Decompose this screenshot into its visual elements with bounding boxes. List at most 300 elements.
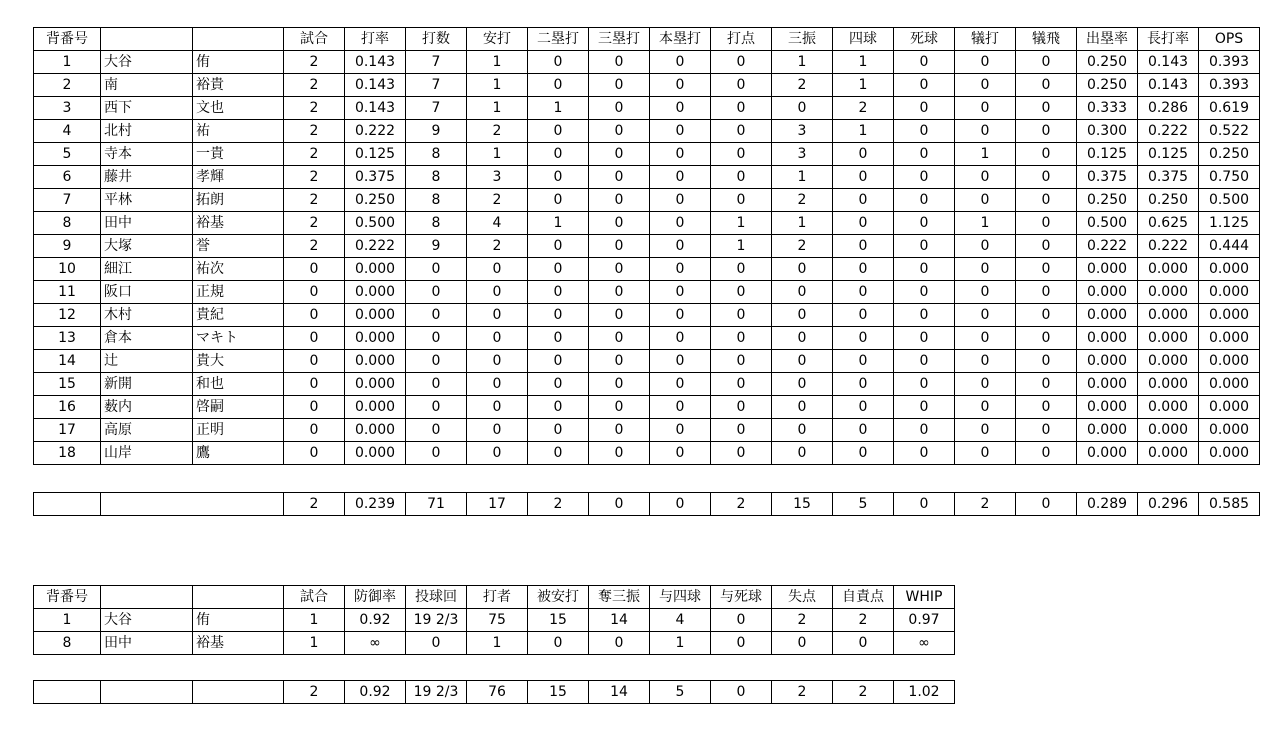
stat-cell: 0 <box>467 281 528 304</box>
table-row <box>34 281 1260 304</box>
stat-cell: 0.000 <box>1138 419 1199 442</box>
table-row <box>34 189 1260 212</box>
uniform-number-cell: 6 <box>34 166 101 189</box>
stat-cell: 0 <box>589 235 650 258</box>
stat-cell: 0 <box>284 350 345 373</box>
given-name-cell: 誉 <box>193 235 284 258</box>
uniform-number-cell: 10 <box>34 258 101 281</box>
surname-cell: 田中 <box>101 212 193 235</box>
stat-cell: 0 <box>833 396 894 419</box>
pitching-body <box>34 609 955 655</box>
total-cell <box>193 681 284 704</box>
stat-cell: 0.143 <box>1138 51 1199 74</box>
stat-cell: 2 <box>284 189 345 212</box>
stat-cell: 0 <box>528 235 589 258</box>
stat-cell: 0 <box>833 304 894 327</box>
stat-cell: 1 <box>833 51 894 74</box>
stat-cell: 0 <box>1016 189 1077 212</box>
stat-cell: 0 <box>894 74 955 97</box>
stat-cell: 0 <box>772 373 833 396</box>
stat-cell: 0 <box>833 189 894 212</box>
stat-cell: 0 <box>955 97 1016 120</box>
stat-cell: 2 <box>772 189 833 212</box>
stat-cell: 0 <box>528 419 589 442</box>
stat-cell: 0.000 <box>1199 373 1260 396</box>
stat-cell: 0 <box>406 632 467 655</box>
stat-cell: 0 <box>528 350 589 373</box>
stat-cell: 0.000 <box>1077 373 1138 396</box>
stat-cell: 8 <box>406 189 467 212</box>
stat-cell: 0 <box>528 304 589 327</box>
stat-cell: 0.222 <box>1138 235 1199 258</box>
total-cell: 0 <box>711 681 772 704</box>
stat-cell: 0 <box>650 373 711 396</box>
stat-cell: 0 <box>955 396 1016 419</box>
stat-cell: 1 <box>650 632 711 655</box>
stat-cell: 0 <box>650 143 711 166</box>
stat-cell: 0 <box>650 304 711 327</box>
stat-cell: 1 <box>467 632 528 655</box>
stat-cell: 0.000 <box>1199 258 1260 281</box>
stat-cell: 0 <box>589 143 650 166</box>
stat-cell: 0 <box>650 396 711 419</box>
stat-cell: 1 <box>711 235 772 258</box>
surname-cell: 倉本 <box>101 327 193 350</box>
stat-cell: 0 <box>467 327 528 350</box>
uniform-number-cell: 5 <box>34 143 101 166</box>
stat-cell: 0 <box>772 304 833 327</box>
total-cell: 0 <box>1016 493 1077 516</box>
stat-cell: 0 <box>711 166 772 189</box>
stat-cell: 0 <box>894 189 955 212</box>
stat-cell: 0 <box>589 120 650 143</box>
stat-cell: 0 <box>406 327 467 350</box>
total-cell: 0.92 <box>345 681 406 704</box>
stat-cell: 0.222 <box>345 235 406 258</box>
stat-cell: 0.250 <box>345 189 406 212</box>
stat-cell: 0 <box>711 120 772 143</box>
stat-cell: 0 <box>528 143 589 166</box>
stat-cell: 2 <box>467 120 528 143</box>
stat-cell: 0.000 <box>1138 350 1199 373</box>
uniform-number-cell: 8 <box>34 212 101 235</box>
stat-cell: 0 <box>955 442 1016 465</box>
stat-cell: 0 <box>955 235 1016 258</box>
stat-cell: 1 <box>467 143 528 166</box>
stat-cell: 0 <box>894 350 955 373</box>
stat-cell: 0 <box>528 373 589 396</box>
header-cell: 打率 <box>345 28 406 51</box>
header-cell: 犠飛 <box>1016 28 1077 51</box>
stat-cell: 0 <box>711 632 772 655</box>
stat-cell: 1 <box>284 609 345 632</box>
stat-cell: 0 <box>1016 74 1077 97</box>
stat-cell: 0.000 <box>1138 442 1199 465</box>
stat-cell: 0 <box>833 419 894 442</box>
stat-cell: 0.000 <box>1199 281 1260 304</box>
total-cell: 0.585 <box>1199 493 1260 516</box>
stat-cell: 0 <box>955 166 1016 189</box>
stat-cell: 1 <box>955 143 1016 166</box>
table-row <box>34 143 1260 166</box>
total-cell: 76 <box>467 681 528 704</box>
header-cell: 試合 <box>284 586 345 609</box>
stat-cell: 0 <box>955 281 1016 304</box>
stat-cell: 0 <box>406 258 467 281</box>
stat-cell: 0 <box>406 442 467 465</box>
stat-cell: 0 <box>1016 235 1077 258</box>
stat-cell: 0 <box>772 97 833 120</box>
uniform-number-cell: 2 <box>34 74 101 97</box>
stat-cell: 0 <box>467 304 528 327</box>
header-cell: 防御率 <box>345 586 406 609</box>
stat-cell: 0 <box>833 350 894 373</box>
uniform-number-cell: 18 <box>34 442 101 465</box>
stat-cell: 8 <box>406 212 467 235</box>
stat-cell: 0 <box>589 442 650 465</box>
stat-cell: 0 <box>833 327 894 350</box>
stat-cell: 0 <box>711 396 772 419</box>
stat-cell: 14 <box>589 609 650 632</box>
stat-cell: 0 <box>955 189 1016 212</box>
total-cell: 0.289 <box>1077 493 1138 516</box>
stat-cell: 0.143 <box>1138 74 1199 97</box>
stat-cell: 1 <box>528 212 589 235</box>
stat-cell: 0 <box>833 281 894 304</box>
total-cell: 2 <box>955 493 1016 516</box>
stat-cell: 0 <box>650 350 711 373</box>
surname-cell: 藤井 <box>101 166 193 189</box>
batting-stats-table <box>33 27 1260 465</box>
stat-cell: 0.000 <box>1077 281 1138 304</box>
stat-cell: 0 <box>528 166 589 189</box>
stat-cell: 0 <box>589 327 650 350</box>
header-cell: 打数 <box>406 28 467 51</box>
stat-cell: 0 <box>772 396 833 419</box>
stat-cell: 0.000 <box>1138 327 1199 350</box>
stat-cell: 0 <box>955 419 1016 442</box>
stat-cell: 0 <box>711 143 772 166</box>
stat-cell: 0 <box>284 419 345 442</box>
uniform-number-cell: 17 <box>34 419 101 442</box>
stat-cell: 2 <box>284 51 345 74</box>
stat-cell: 0 <box>711 442 772 465</box>
stat-cell: 0.000 <box>1199 442 1260 465</box>
stat-cell: 0 <box>894 373 955 396</box>
stat-cell: 0.125 <box>345 143 406 166</box>
stat-cell: 0.250 <box>1077 74 1138 97</box>
surname-cell: 木村 <box>101 304 193 327</box>
stat-cell: 0 <box>589 212 650 235</box>
uniform-number-cell: 15 <box>34 373 101 396</box>
surname-cell: 大塚 <box>101 235 193 258</box>
stat-cell: 0 <box>284 281 345 304</box>
stat-cell: 0.500 <box>345 212 406 235</box>
stat-cell: 1.125 <box>1199 212 1260 235</box>
stat-cell: 0 <box>894 120 955 143</box>
given-name-cell: 裕貴 <box>193 74 284 97</box>
header-cell: 打点 <box>711 28 772 51</box>
stat-cell: 1 <box>833 74 894 97</box>
surname-cell: 薮内 <box>101 396 193 419</box>
stat-cell: 0.393 <box>1199 74 1260 97</box>
table-row <box>34 373 1260 396</box>
stat-cell: 0.375 <box>345 166 406 189</box>
header-cell: 三振 <box>772 28 833 51</box>
stat-cell: 0 <box>1016 143 1077 166</box>
stat-cell: 0.000 <box>345 442 406 465</box>
given-name-cell: 正明 <box>193 419 284 442</box>
surname-cell: 田中 <box>101 632 193 655</box>
stat-cell: 0 <box>894 281 955 304</box>
stat-cell: 0.000 <box>1077 419 1138 442</box>
stat-cell: 0.000 <box>345 396 406 419</box>
stat-cell: 0.97 <box>894 609 955 632</box>
stat-cell: 0 <box>650 120 711 143</box>
stat-cell: 0 <box>772 419 833 442</box>
stat-cell: 0 <box>711 419 772 442</box>
stat-cell: 0 <box>955 74 1016 97</box>
total-cell <box>101 681 193 704</box>
header-cell: 失点 <box>772 586 833 609</box>
header-cell: 与四球 <box>650 586 711 609</box>
stat-cell: 0 <box>833 442 894 465</box>
given-name-cell: 裕基 <box>193 632 284 655</box>
stat-cell: 0 <box>711 350 772 373</box>
stat-cell: 0.286 <box>1138 97 1199 120</box>
stat-cell: 0 <box>1016 373 1077 396</box>
table-row <box>34 442 1260 465</box>
table-row <box>34 51 1260 74</box>
stat-cell: 0 <box>1016 212 1077 235</box>
stat-cell: 0.000 <box>1138 396 1199 419</box>
stat-cell: 0.125 <box>1138 143 1199 166</box>
surname-cell: 寺本 <box>101 143 193 166</box>
stat-cell: 0 <box>467 373 528 396</box>
total-cell: 0.239 <box>345 493 406 516</box>
stat-cell: 0 <box>650 166 711 189</box>
header-cell: 二塁打 <box>528 28 589 51</box>
stat-cell: 0 <box>589 632 650 655</box>
table-row <box>34 235 1260 258</box>
stat-cell: 0.000 <box>1138 373 1199 396</box>
stat-cell: 8 <box>406 143 467 166</box>
given-name-cell: 正規 <box>193 281 284 304</box>
stat-cell: 0 <box>589 51 650 74</box>
stat-cell: 0.000 <box>1077 304 1138 327</box>
stat-cell: 1 <box>955 212 1016 235</box>
stat-cell: 0 <box>711 51 772 74</box>
stat-cell: 0.92 <box>345 609 406 632</box>
stat-cell: 0 <box>1016 120 1077 143</box>
stat-cell: 0 <box>1016 166 1077 189</box>
batting-total-row <box>34 493 1260 516</box>
stat-cell: 0.143 <box>345 97 406 120</box>
stat-cell: 0.375 <box>1138 166 1199 189</box>
stat-cell: 0 <box>894 419 955 442</box>
total-cell <box>34 493 101 516</box>
given-name-cell: 祐次 <box>193 258 284 281</box>
stat-cell: 0.000 <box>1138 304 1199 327</box>
stat-cell: 0 <box>955 120 1016 143</box>
total-cell: 0 <box>589 493 650 516</box>
stat-cell: 0 <box>528 281 589 304</box>
stat-cell: 0.000 <box>1077 396 1138 419</box>
stat-cell: 1 <box>467 51 528 74</box>
total-cell: 2 <box>284 681 345 704</box>
uniform-number-cell: 3 <box>34 97 101 120</box>
stat-cell: 0 <box>772 632 833 655</box>
header-cell: 四球 <box>833 28 894 51</box>
stat-cell: 0 <box>711 189 772 212</box>
stat-cell: 0 <box>894 212 955 235</box>
stat-cell: 0 <box>711 74 772 97</box>
total-cell: 1.02 <box>894 681 955 704</box>
stat-cell: 0.000 <box>345 327 406 350</box>
given-name-cell: 貴紀 <box>193 304 284 327</box>
stat-cell: 0 <box>772 281 833 304</box>
stat-cell: 0.222 <box>1138 120 1199 143</box>
stat-cell: 2 <box>467 189 528 212</box>
table-row <box>34 212 1260 235</box>
header-cell: 自責点 <box>833 586 894 609</box>
stat-cell: 0 <box>955 327 1016 350</box>
batting-header-row <box>34 28 1260 51</box>
stat-cell: 0.250 <box>1199 143 1260 166</box>
surname-cell: 平林 <box>101 189 193 212</box>
stat-cell: 0 <box>1016 327 1077 350</box>
stat-cell: 0 <box>894 51 955 74</box>
stat-cell: 0 <box>406 281 467 304</box>
stat-cell: 0.393 <box>1199 51 1260 74</box>
stat-cell: 0.000 <box>1077 327 1138 350</box>
table-row <box>34 419 1260 442</box>
stat-cell: 0 <box>894 327 955 350</box>
stat-cell: 0.222 <box>1077 235 1138 258</box>
uniform-number-cell: 7 <box>34 189 101 212</box>
total-cell: 0 <box>894 493 955 516</box>
stat-cell: 0 <box>833 632 894 655</box>
pitching-total-table <box>33 680 955 704</box>
total-cell <box>101 493 284 516</box>
given-name-cell: 侑 <box>193 609 284 632</box>
stat-cell: 0 <box>1016 97 1077 120</box>
stat-cell: 0.000 <box>1138 281 1199 304</box>
header-cell: 死球 <box>894 28 955 51</box>
stat-cell: 0 <box>589 281 650 304</box>
uniform-number-cell: 16 <box>34 396 101 419</box>
stat-cell: 0 <box>650 235 711 258</box>
header-cell: 被安打 <box>528 586 589 609</box>
surname-cell: 南 <box>101 74 193 97</box>
surname-cell: 細江 <box>101 258 193 281</box>
stat-cell: 0.000 <box>345 304 406 327</box>
stat-cell: 0.000 <box>1199 350 1260 373</box>
stat-cell: 0.000 <box>1077 350 1138 373</box>
stat-cell: 0 <box>528 74 589 97</box>
stat-cell: 0 <box>528 51 589 74</box>
total-cell: 2 <box>528 493 589 516</box>
stat-cell: 0 <box>1016 419 1077 442</box>
given-name-cell: マキト <box>193 327 284 350</box>
stat-cell: 8 <box>406 166 467 189</box>
stat-cell: 0 <box>406 396 467 419</box>
given-name-cell: 祐 <box>193 120 284 143</box>
stat-cell: 0 <box>467 350 528 373</box>
stat-cell: 0 <box>1016 258 1077 281</box>
stat-cell: 0 <box>284 373 345 396</box>
stat-cell: 0.125 <box>1077 143 1138 166</box>
stat-cell: 0 <box>955 350 1016 373</box>
stat-cell: 0 <box>589 258 650 281</box>
stat-cell: 0.375 <box>1077 166 1138 189</box>
given-name-cell: 孝輝 <box>193 166 284 189</box>
header-cell: 長打率 <box>1138 28 1199 51</box>
stat-cell: 0.000 <box>345 350 406 373</box>
pitching-header-row <box>34 586 955 609</box>
stat-cell: 0 <box>528 632 589 655</box>
stat-cell: 0 <box>711 327 772 350</box>
total-cell: 14 <box>589 681 650 704</box>
stat-cell: 4 <box>650 609 711 632</box>
stat-cell: 0 <box>833 212 894 235</box>
stat-cell: 0 <box>528 258 589 281</box>
stat-cell: 2 <box>467 235 528 258</box>
total-cell: 19 2/3 <box>406 681 467 704</box>
stat-cell: 0 <box>589 74 650 97</box>
stat-cell: 0 <box>711 609 772 632</box>
stat-cell: 0 <box>467 442 528 465</box>
table-row <box>34 97 1260 120</box>
stat-cell: 0.500 <box>1077 212 1138 235</box>
stat-cell: 0 <box>711 97 772 120</box>
stat-cell: 0 <box>528 120 589 143</box>
stat-cell: 2 <box>284 74 345 97</box>
stat-cell: 0 <box>772 327 833 350</box>
stat-cell: 0 <box>1016 442 1077 465</box>
stat-cell: 0 <box>650 419 711 442</box>
stat-cell: 0.000 <box>345 419 406 442</box>
stat-cell: 1 <box>772 212 833 235</box>
stat-cell: 0 <box>650 327 711 350</box>
total-cell: 15 <box>772 493 833 516</box>
stat-cell: 0.750 <box>1199 166 1260 189</box>
header-cell: 出塁率 <box>1077 28 1138 51</box>
stat-cell: 2 <box>284 143 345 166</box>
header-cell: 打者 <box>467 586 528 609</box>
uniform-number-cell: 1 <box>34 609 101 632</box>
stat-cell: 0 <box>406 373 467 396</box>
stat-cell: 2 <box>284 120 345 143</box>
pitching-stats-table <box>33 585 955 655</box>
header-cell: 奪三振 <box>589 586 650 609</box>
total-cell: 2 <box>833 681 894 704</box>
stat-cell: 1 <box>833 120 894 143</box>
stat-cell: 0 <box>650 51 711 74</box>
stat-cell: 0 <box>589 166 650 189</box>
stat-cell: 0 <box>894 97 955 120</box>
total-cell: 0 <box>650 493 711 516</box>
surname-cell: 大谷 <box>101 51 193 74</box>
stat-cell: 0 <box>1016 281 1077 304</box>
stat-cell: 2 <box>772 609 833 632</box>
stat-cell: 0.000 <box>345 258 406 281</box>
stat-cell: 2 <box>833 97 894 120</box>
total-cell: 2 <box>711 493 772 516</box>
surname-cell: 西下 <box>101 97 193 120</box>
given-name-cell: 啓嗣 <box>193 396 284 419</box>
header-cell: 投球回 <box>406 586 467 609</box>
